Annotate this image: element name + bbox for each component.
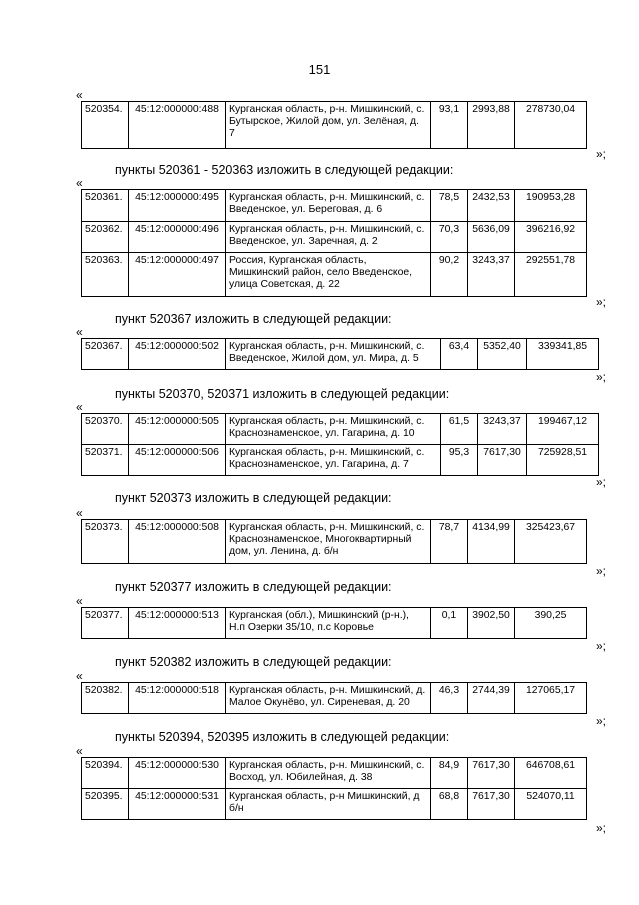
amendment-instruction: пункт 520367 изложить в следующей редакции: [115, 312, 392, 326]
cadastral-number: 45:12:000000:502 [129, 339, 226, 370]
cadastral-cost: 325423,67 [515, 520, 587, 564]
table-row [82, 102, 587, 149]
quote-open: « [76, 594, 83, 608]
item-number: 520395. [82, 789, 129, 820]
cadastral-cost: 390,25 [515, 608, 587, 639]
address: Курганская область, р-н. Мишкинский, с. Краснознаменское, ул. Гагарина, д. 7 [226, 445, 441, 476]
cadastral-number: 45:12:000000:530 [129, 758, 226, 789]
address: Курганская область, р-н. Мишкинский, с. Краснознаменское, Многоквартирный дом, ул. Ленина, д. б/н [226, 520, 431, 564]
item-number: 520362. [82, 222, 129, 253]
property-table [81, 519, 587, 564]
cadastral-cost: 339341,85 [527, 339, 599, 370]
amendment-instruction: пункты 520394, 520395 изложить в следующей редакции: [115, 730, 450, 744]
quote-open: « [76, 176, 83, 190]
quote-close: »; [596, 639, 607, 653]
table-row [82, 414, 599, 445]
table-row [82, 608, 587, 639]
address: Курганская область, р-н. Мишкинский, с. Введенское, ул. Заречная, д. 2 [226, 222, 431, 253]
item-number: 520367. [82, 339, 129, 370]
address: Курганская область, р-н. Мишкинский, с. Введенское, ул. Береговая, д. 6 [226, 190, 431, 222]
table-row [82, 253, 587, 297]
address: Курганская (обл.), Мишкинский (р-н.), Н.п Озерки 35/10, п.с Коровье [226, 608, 431, 639]
property-table [81, 607, 587, 639]
item-number: 520354. [82, 102, 129, 149]
price-per-unit: 7617,30 [478, 445, 527, 476]
price-per-unit: 2993,88 [468, 102, 515, 149]
address: Курганская область, р-н. Мишкинский, с. Введенское, Жилой дом, ул. Мира, д. 5 [226, 339, 441, 370]
quote-close: »; [596, 370, 607, 384]
area: 70,3 [431, 222, 468, 253]
property-table [81, 413, 599, 476]
address: Курганская область, р-н. Мишкинский, с. Краснознаменское, ул. Гагарина, д. 10 [226, 414, 441, 445]
cadastral-cost: 278730,04 [515, 102, 587, 149]
cadastral-cost: 524070,11 [515, 789, 587, 820]
cadastral-number: 45:12:000000:488 [129, 102, 226, 149]
price-per-unit: 2432,53 [468, 190, 515, 222]
area: 95,3 [441, 445, 478, 476]
amendment-instruction: пункт 520377 изложить в следующей редакции: [115, 580, 392, 594]
cadastral-cost: 725928,51 [527, 445, 599, 476]
item-number: 520382. [82, 683, 129, 714]
table-row [82, 339, 599, 370]
address: Россия, Курганская область, Мишкинский район, село Введенское, улица Советская, д. 22 [226, 253, 431, 297]
cadastral-cost: 396216,92 [515, 222, 587, 253]
area: 61,5 [441, 414, 478, 445]
property-table [81, 338, 599, 370]
property-table [81, 682, 587, 714]
cadastral-cost: 292551,78 [515, 253, 587, 297]
cadastral-cost: 127065,17 [515, 683, 587, 714]
price-per-unit: 5636,09 [468, 222, 515, 253]
quote-close: »; [596, 475, 607, 489]
quote-open: « [76, 506, 83, 520]
quote-open: « [76, 669, 83, 683]
cadastral-number: 45:12:000000:496 [129, 222, 226, 253]
page-number: 151 [308, 62, 331, 77]
item-number: 520363. [82, 253, 129, 297]
area: 90,2 [431, 253, 468, 297]
area: 0,1 [431, 608, 468, 639]
item-number: 520371. [82, 445, 129, 476]
table-row [82, 190, 587, 222]
price-per-unit: 3902,50 [468, 608, 515, 639]
cadastral-number: 45:12:000000:505 [129, 414, 226, 445]
area: 78,5 [431, 190, 468, 222]
amendment-instruction: пункт 520382 изложить в следующей редакции: [115, 655, 392, 669]
table-row [82, 445, 599, 476]
table-row [82, 683, 587, 714]
item-number: 520361. [82, 190, 129, 222]
item-number: 520394. [82, 758, 129, 789]
table-row [82, 520, 587, 564]
area: 93,1 [431, 102, 468, 149]
price-per-unit: 2744,39 [468, 683, 515, 714]
property-table [81, 189, 587, 297]
amendment-instruction: пункты 520361 - 520363 изложить в следующей редакции: [115, 163, 454, 177]
quote-open: « [76, 325, 83, 339]
area: 78,7 [431, 520, 468, 564]
cadastral-number: 45:12:000000:495 [129, 190, 226, 222]
area: 84,9 [431, 758, 468, 789]
amendment-instruction: пункт 520373 изложить в следующей редакции: [115, 491, 392, 505]
address: Курганская область, р-н. Мишкинский, д. Малое Окунёво, ул. Сиреневая, д. 20 [226, 683, 431, 714]
price-per-unit: 7617,30 [468, 758, 515, 789]
cadastral-cost: 199467,12 [527, 414, 599, 445]
area: 68,8 [431, 789, 468, 820]
cadastral-number: 45:12:000000:497 [129, 253, 226, 297]
table-row [82, 758, 587, 789]
quote-open: « [76, 744, 83, 758]
cadastral-number: 45:12:000000:531 [129, 789, 226, 820]
quote-close: »; [596, 147, 607, 161]
quote-close: »; [596, 714, 607, 728]
price-per-unit: 3243,37 [468, 253, 515, 297]
item-number: 520370. [82, 414, 129, 445]
cadastral-number: 45:12:000000:508 [129, 520, 226, 564]
item-number: 520373. [82, 520, 129, 564]
address: Курганская область, р-н. Мишкинский, с. Бутырское, Жилой дом, ул. Зелёная, д. 7 [226, 102, 431, 149]
price-per-unit: 7617,30 [468, 789, 515, 820]
amendment-instruction: пункты 520370, 520371 изложить в следующей редакции: [115, 387, 450, 401]
address: Курганская область, р-н Мишкинский, д б/н [226, 789, 431, 820]
price-per-unit: 3243,37 [478, 414, 527, 445]
quote-open: « [76, 400, 83, 414]
area: 46,3 [431, 683, 468, 714]
property-table [81, 101, 587, 149]
address: Курганская область, р-н. Мишкинский, с. Восход, ул. Юбилейная, д. 38 [226, 758, 431, 789]
quote-open: « [76, 88, 83, 102]
cadastral-number: 45:12:000000:506 [129, 445, 226, 476]
quote-close: »; [596, 821, 607, 835]
quote-close: »; [596, 564, 607, 578]
cadastral-cost: 190953,28 [515, 190, 587, 222]
cadastral-number: 45:12:000000:513 [129, 608, 226, 639]
table-row [82, 789, 587, 820]
price-per-unit: 5352,40 [478, 339, 527, 370]
price-per-unit: 4134,99 [468, 520, 515, 564]
property-table [81, 757, 587, 820]
item-number: 520377. [82, 608, 129, 639]
quote-close: »; [596, 295, 607, 309]
table-row [82, 222, 587, 253]
cadastral-number: 45:12:000000:518 [129, 683, 226, 714]
area: 63,4 [441, 339, 478, 370]
cadastral-cost: 646708,61 [515, 758, 587, 789]
